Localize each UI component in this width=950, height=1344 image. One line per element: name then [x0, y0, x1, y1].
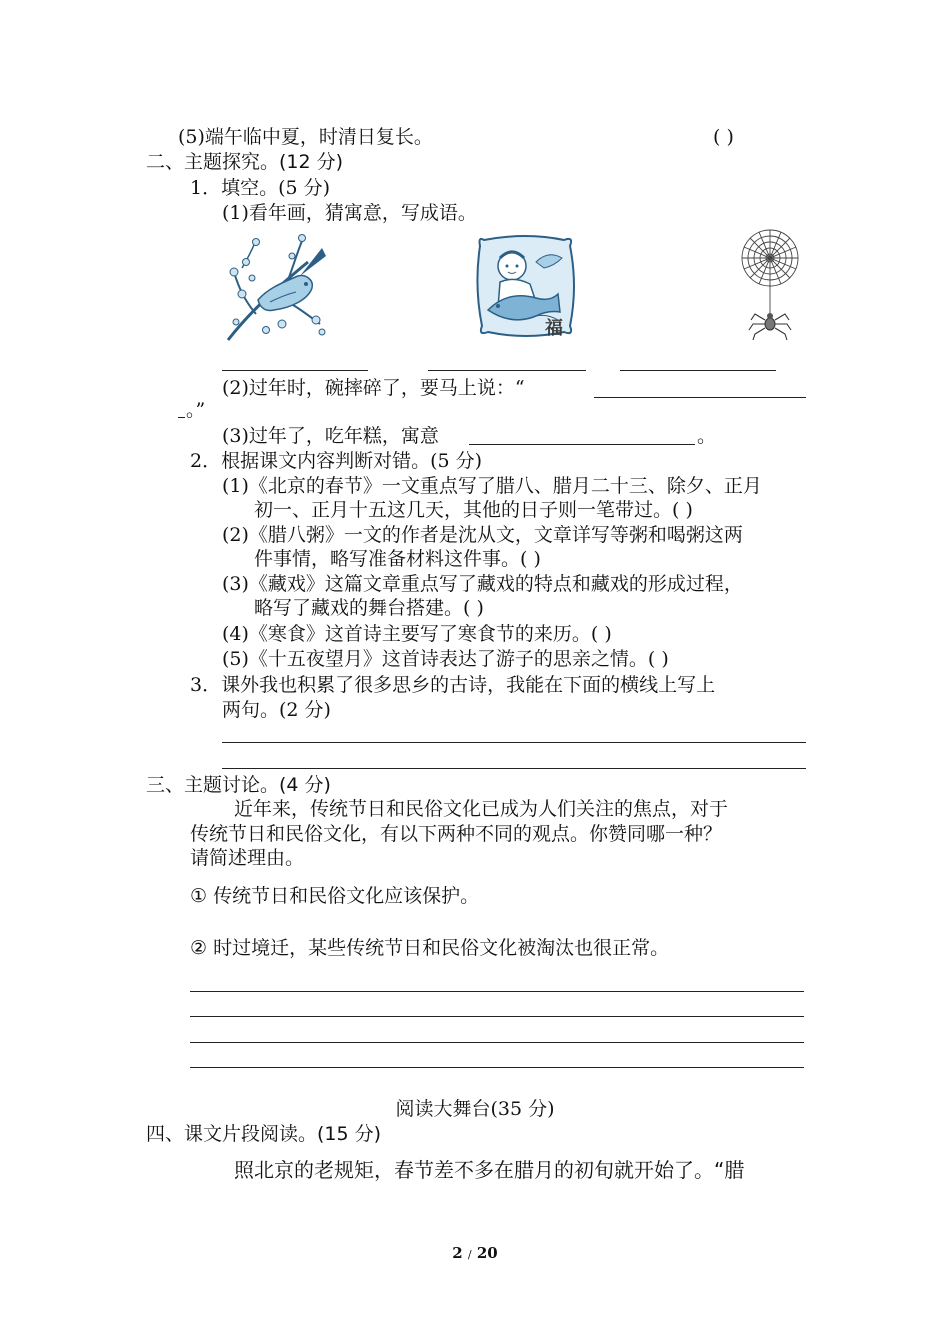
judgement-item-4[interactable]: (4)《寒食》这首诗主要写了寒食节的来历。( ): [222, 623, 612, 645]
question-1-title: 1．填空。(5 分): [190, 177, 331, 199]
section-3-heading: 三、主题讨论。(4 分): [146, 774, 331, 796]
judgement-item-2-line2[interactable]: 件事情，略写准备材料这件事。( ): [254, 548, 541, 570]
rice-cake-meaning-blank[interactable]: [469, 444, 695, 445]
section-4-heading: 四、课文片段阅读。(15 分): [146, 1123, 382, 1145]
question-3-line2: 两句。(2 分): [222, 699, 331, 721]
discussion-para-line-1: 近年来，传统节日和民俗文化已成为人们关注的焦点，对于: [234, 798, 729, 820]
judgement-item-2-line1: (2)《腊八粥》一文的作者是沈从文，文章详写等粥和喝粥这两: [222, 524, 743, 546]
poem-answer-line-1[interactable]: [222, 742, 806, 743]
judgement-item-3-line2[interactable]: 略写了藏戏的舞台搭建。( ): [254, 597, 484, 619]
magpie-plum-blossom-picture: [222, 228, 330, 346]
question-5-text: (5)端午临中夏，时清日复长。: [178, 126, 433, 148]
judgement-item-5[interactable]: (5)《十五夜望月》这首诗表达了游子的思亲之情。( ): [222, 648, 669, 670]
opinion-1: ① 传统节日和民俗文化应该保护。: [190, 885, 480, 907]
reason-answer-line-4[interactable]: [190, 1067, 804, 1068]
question-3-line1: 3．课外我也积累了很多思乡的古诗，我能在下面的横线上写上: [190, 674, 716, 696]
spider-web-picture: [737, 228, 803, 344]
reading-passage-start: 照北京的老规矩，春节差不多在腊月的初旬就开始了。“腊: [234, 1158, 745, 1182]
question-1-sub1: (1)看年画，猜寓意，写成语。: [222, 202, 477, 224]
answer-parenthesis[interactable]: ( ): [713, 126, 734, 148]
judgement-item-1-line2[interactable]: 初一、正月十五这几天，其他的日子则一笔带过。( ): [254, 499, 693, 521]
idiom-answer-blank-3[interactable]: [620, 370, 776, 371]
page-number: [0, 1244, 950, 1262]
auspicious-phrase-blank[interactable]: [594, 397, 806, 398]
question-1-sub3-end: 。: [697, 425, 717, 447]
idiom-answer-blank-1[interactable]: [222, 370, 368, 371]
auspicious-phrase-blank-wrap[interactable]: [178, 417, 185, 418]
fortune-character: 福: [545, 318, 563, 339]
reason-answer-line-1[interactable]: [190, 991, 804, 992]
discussion-para-line-2: 传统节日和民俗文化，有以下两种不同的观点。你赞同哪一种？: [190, 823, 723, 845]
question-2-title: 2．根据课文内容判断对错。(5 分): [190, 450, 483, 472]
idiom-answer-blank-2[interactable]: [428, 370, 586, 371]
poem-answer-line-2[interactable]: [222, 768, 806, 769]
opinion-2: ② 时过境迁，某些传统节日和民俗文化被淘汰也很正常。: [190, 937, 670, 959]
reading-section-title: 阅读大舞台(35 分): [395, 1098, 555, 1120]
total-pages: 20: [476, 1244, 498, 1262]
question-1-sub2-end: 。”: [186, 399, 206, 421]
section-2-heading: 二、主题探究。(12 分): [146, 151, 344, 173]
judgement-item-1-line1: (1)《北京的春节》一文重点写了腊八、腊月二十三、除夕、正月: [222, 475, 762, 497]
question-1-sub2: (2)过年时，碗摔碎了，要马上说：“: [222, 377, 525, 399]
page-separator: /: [467, 1248, 472, 1261]
current-page: 2: [452, 1244, 463, 1262]
reason-answer-line-3[interactable]: [190, 1042, 804, 1043]
question-1-sub3: (3)过年了，吃年糕，寓意: [222, 425, 439, 447]
reason-answer-line-2[interactable]: [190, 1016, 804, 1017]
discussion-para-line-3: 请简述理由。: [190, 847, 305, 869]
judgement-item-3-line1: (3)《藏戏》这篇文章重点写了藏戏的特点和藏戏的形成过程，: [222, 573, 743, 595]
child-carp-fortune-picture: [474, 232, 578, 340]
